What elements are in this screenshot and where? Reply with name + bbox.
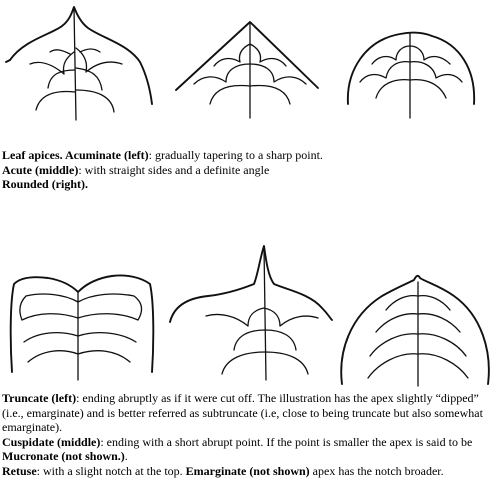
acute-leaf-illustration [168, 0, 328, 120]
lateral-veins [20, 294, 142, 362]
caption-top [2, 148, 496, 192]
caption-cuspidate: Cuspidate (middle): ending with a short abrupt point. If the point is smaller the apex is said to be Mucronate (not shown.). [2, 434, 473, 464]
caption-bottom [2, 391, 496, 479]
leaf-outline [10, 7, 152, 104]
leaf-left-edge [6, 60, 10, 62]
leaf-outline [348, 33, 474, 104]
lateral-veins [360, 46, 462, 98]
truncate-leaf-illustration [2, 262, 162, 382]
acuminate-leaf-illustration [0, 0, 160, 120]
midrib [264, 248, 266, 380]
midrib [74, 8, 76, 120]
rounded-leaf-illustration [336, 0, 496, 120]
caption-retuse: Retuse: with a slight notch at the top. Emarginate (not shown) apex has the notch broader. [2, 463, 444, 478]
caption-truncate: Truncate (left): ending abruptly as if it were cut off. The illustration has the apex slightly “dipped” (i.e., emarginate) and is better referred as subtruncate (i.e, close to being truncate but also somewhat emarginate). [2, 391, 483, 435]
cuspidate-leaf-illustration [164, 238, 334, 382]
leaf-outline [176, 22, 318, 90]
leaf-outline [341, 276, 489, 384]
leaf-outline [11, 275, 154, 372]
caption-line-acuminate: Leaf apices. Acuminate (left): gradually tapering to a sharp point. [2, 148, 323, 162]
retuse-leaf-illustration [336, 256, 496, 386]
leaf-outline [170, 246, 332, 322]
caption-line-rounded: Rounded (right). [2, 177, 89, 192]
caption-line-acute: Acute (middle): with straight sides and a definite angle [2, 162, 270, 177]
lateral-veins [206, 308, 318, 374]
